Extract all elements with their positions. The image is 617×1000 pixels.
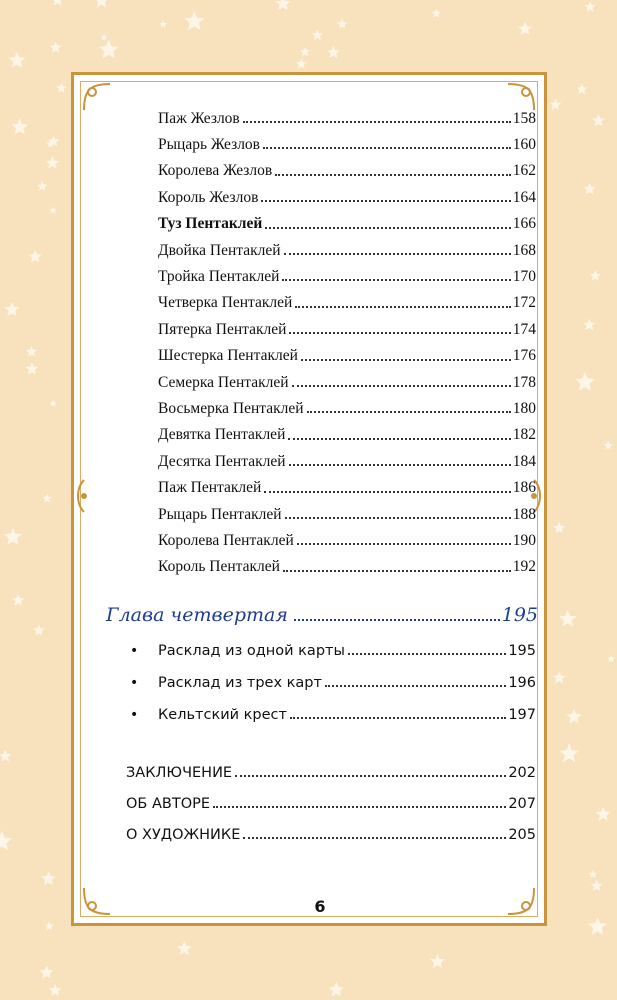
- entry-label: Девятка Пентаклей: [158, 426, 286, 444]
- corner-flourish-icon: [498, 878, 538, 918]
- entry-label: Королева Жезлов: [158, 162, 273, 180]
- star-icon: [159, 20, 167, 28]
- entry-page: 180: [512, 399, 536, 417]
- entry-label: Четверка Пентаклей: [158, 294, 293, 312]
- subsection-entry[interactable]: [130, 667, 536, 691]
- entry-label: Кельтский крест: [158, 707, 287, 723]
- dot-leader: [265, 227, 510, 229]
- toc-entry[interactable]: [158, 126, 536, 152]
- dot-leader: [289, 464, 511, 466]
- back-matter-entry[interactable]: [126, 819, 536, 843]
- toc-entry[interactable]: [158, 100, 536, 126]
- star-icon: [430, 954, 445, 968]
- entry-label: Расклад из одной карты: [158, 643, 345, 659]
- entry-label: Семерка Пентаклей: [158, 373, 289, 391]
- star-icon: [4, 528, 22, 545]
- star-icon: [575, 372, 595, 391]
- dot-leader: [275, 174, 511, 176]
- entry-page: 166: [512, 215, 536, 233]
- dot-leader: [292, 385, 511, 387]
- dot-leader: [290, 717, 506, 719]
- dot-leader: [235, 775, 506, 777]
- entry-label: Рыцарь Жезлов: [158, 135, 260, 153]
- toc-entry[interactable]: [158, 153, 536, 179]
- star-icon: [553, 522, 565, 534]
- star-icon: [296, 58, 307, 69]
- star-icon: [337, 19, 348, 29]
- entry-label: Король Жезлов: [158, 188, 259, 206]
- star-icon: [550, 99, 562, 110]
- star-icon: [604, 441, 613, 450]
- dot-leader: [243, 837, 506, 839]
- star-icon: [329, 982, 344, 997]
- star-icon: [43, 494, 52, 503]
- entry-page: 182: [512, 426, 536, 444]
- star-icon: [300, 47, 310, 57]
- toc-entry[interactable]: [158, 285, 536, 311]
- star-icon: [432, 9, 442, 18]
- entry-page: 178: [512, 373, 536, 391]
- dot-leader: [289, 332, 510, 334]
- dot-leader: [307, 411, 511, 413]
- star-icon: [26, 362, 39, 374]
- star-icon: [590, 270, 601, 281]
- dot-leader: [348, 653, 506, 655]
- star-icon: [56, 83, 66, 93]
- bullet-icon: •: [130, 707, 139, 723]
- star-icon: [184, 11, 204, 30]
- star-icon: [37, 181, 47, 191]
- corner-flourish-icon: [80, 80, 120, 120]
- page-number: 6: [295, 897, 345, 916]
- bullet-icon: •: [130, 643, 139, 659]
- entry-label: Двойка Пентаклей: [158, 241, 281, 259]
- toc-entry[interactable]: [158, 390, 536, 416]
- star-icon: [177, 941, 192, 955]
- star-icon: [553, 671, 566, 683]
- entry-page: 168: [512, 241, 536, 259]
- entry-page: 162: [512, 162, 536, 180]
- chapter-title: Глава четвертая: [106, 604, 288, 626]
- entry-label: Король Пентаклей: [158, 558, 280, 576]
- dot-leader: [282, 279, 510, 281]
- entry-label: ОБ АВТОРЕ: [126, 796, 211, 812]
- star-icon: [327, 46, 340, 58]
- star-icon: [275, 0, 290, 10]
- toc-entry[interactable]: [158, 417, 536, 443]
- star-icon: [584, 183, 596, 195]
- toc-entry[interactable]: [158, 179, 536, 205]
- entry-page: 207: [508, 796, 536, 812]
- star-icon: [592, 114, 605, 126]
- chapter-page: 195: [501, 604, 538, 626]
- toc-entry[interactable]: [158, 470, 536, 496]
- entry-label: Восьмерка Пентаклей: [158, 399, 304, 417]
- entry-page: 164: [512, 188, 536, 206]
- star-icon: [12, 594, 24, 606]
- entry-label: Королева Пентаклей: [158, 531, 294, 549]
- entry-label: ЗАКЛЮЧЕНИЕ: [126, 765, 233, 781]
- dot-leader: [301, 359, 511, 361]
- dot-leader: [261, 200, 510, 202]
- entry-label: Паж Жезлов: [158, 109, 240, 127]
- entry-label: Шестерка Пентаклей: [158, 347, 298, 365]
- star-icon: [51, 0, 64, 6]
- toc-entry[interactable]: [158, 338, 536, 364]
- entry-page: 190: [512, 531, 536, 549]
- toc-entry[interactable]: [158, 232, 536, 258]
- entry-page: 176: [512, 347, 536, 365]
- entry-page: 195: [508, 643, 536, 659]
- subsection-entry[interactable]: [130, 699, 536, 723]
- toc-entry[interactable]: [158, 258, 536, 284]
- entry-page: 172: [512, 294, 536, 312]
- star-icon: [50, 41, 62, 52]
- star-icon: [312, 29, 324, 40]
- star-icon: [588, 917, 607, 935]
- dot-leader: [295, 306, 510, 308]
- entry-page: 202: [508, 765, 536, 781]
- entry-page: 197: [508, 707, 536, 723]
- entry-page: 192: [512, 558, 536, 576]
- entry-label: Тройка Пентаклей: [158, 267, 280, 285]
- subsection-entry[interactable]: [130, 635, 536, 659]
- entry-page: 196: [508, 675, 536, 691]
- star-icon: [583, 318, 595, 330]
- dot-leader: [288, 438, 510, 440]
- entry-page: 174: [512, 320, 536, 338]
- entry-page: 186: [512, 479, 536, 497]
- star-icon: [11, 118, 28, 134]
- dot-leader: [297, 543, 511, 545]
- toc-entry[interactable]: [158, 443, 536, 469]
- star-icon: [28, 250, 41, 263]
- entry-label: Пятерка Пентаклей: [158, 320, 287, 338]
- dot-leader: [285, 517, 511, 519]
- star-icon: [94, 0, 109, 7]
- toc-entry[interactable]: [158, 549, 536, 575]
- star-icon: [26, 346, 37, 357]
- corner-flourish-icon: [80, 878, 120, 918]
- dot-leader: [243, 121, 511, 123]
- star-icon: [33, 625, 44, 636]
- dot-leader: [325, 685, 506, 687]
- star-icon: [50, 400, 57, 407]
- dot-leader: [213, 806, 506, 808]
- entry-label: О ХУДОЖНИКЕ: [126, 827, 241, 843]
- entry-page: 188: [512, 505, 536, 523]
- star-icon: [40, 965, 54, 978]
- toc-entry[interactable]: [158, 206, 536, 232]
- entry-label: Туз Пентаклей: [158, 215, 263, 233]
- star-icon: [101, 34, 108, 41]
- entry-page: 205: [508, 827, 536, 843]
- star-icon: [566, 709, 581, 724]
- star-icon: [559, 744, 579, 763]
- dot-leader: [284, 253, 511, 255]
- dot-leader: [264, 491, 510, 493]
- entry-label: Рыцарь Пентаклей: [158, 505, 282, 523]
- star-icon: [4, 302, 19, 316]
- star-icon: [559, 610, 577, 627]
- entry-page: 160: [512, 135, 536, 153]
- toc-entry[interactable]: [158, 364, 536, 390]
- dot-leader: [294, 619, 500, 621]
- entry-page: 184: [512, 452, 536, 470]
- star-icon: [576, 84, 587, 95]
- bullet-icon: •: [130, 675, 139, 691]
- entry-page: 170: [512, 267, 536, 285]
- star-icon: [596, 807, 611, 821]
- chapter-heading[interactable]: [106, 598, 538, 626]
- back-matter-entry[interactable]: [126, 757, 536, 781]
- side-flourish-icon: [64, 476, 104, 516]
- toc-entry[interactable]: [158, 311, 536, 337]
- star-icon: [0, 831, 12, 851]
- star-icon: [9, 52, 26, 68]
- dot-leader: [283, 570, 511, 572]
- star-icon: [607, 655, 615, 663]
- star-icon: [45, 921, 54, 930]
- star-icon: [0, 750, 12, 762]
- star-icon: [46, 156, 59, 168]
- back-matter-entry[interactable]: [126, 788, 536, 812]
- toc-entry[interactable]: [158, 522, 536, 548]
- entry-label: Паж Пентаклей: [158, 479, 262, 497]
- entry-page: 158: [512, 109, 536, 127]
- dot-leader: [263, 147, 511, 149]
- star-icon: [591, 880, 603, 892]
- entry-label: Расклад из трех карт: [158, 675, 322, 691]
- star-icon: [589, 870, 597, 878]
- entry-label: Десятка Пентаклей: [158, 452, 286, 470]
- toc-entry[interactable]: [158, 496, 536, 522]
- star-icon: [49, 206, 57, 213]
- star-icon: [49, 984, 62, 996]
- star-icon: [585, 1, 596, 12]
- star-icon: [99, 40, 119, 59]
- star-icon: [518, 22, 532, 35]
